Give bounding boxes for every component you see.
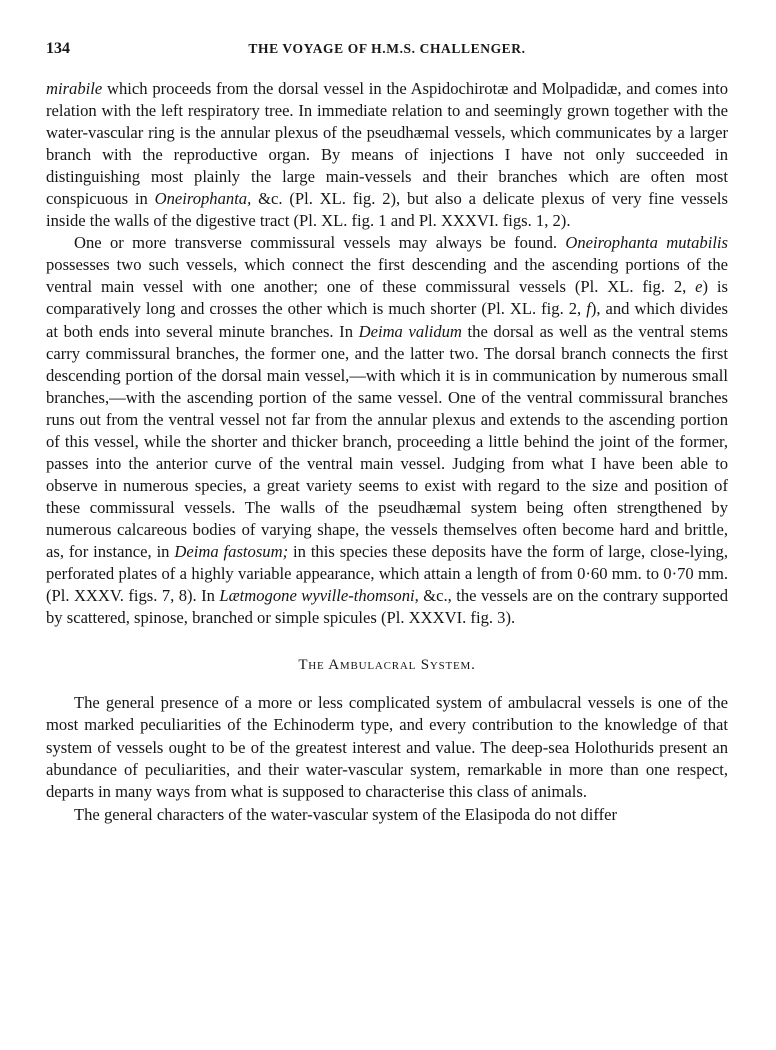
italic-term: e (695, 277, 703, 297)
section-heading: The Ambulacral System. (298, 657, 476, 674)
italic-term: Deima validum (358, 321, 462, 341)
paragraph-ambulacral-intro: The general presence of a more or less complicated system of ambulacral vessels is one of the most marked peculiarities of the Echinoderm type, and every contribution to the knowledge of that system of vessels ought to be of the greatest interest and value. The deep-sea Holothurids present an abundance of peculiarities, and their water-vascular system, remarkable in more than one respect, departs in many ways from what is supposed to characterise this class of animals. (46, 693, 728, 802)
ambulacral-section-body (46, 692, 728, 826)
text-run: the dorsal as well as the ventral stems carry commissural branches, the former one, and the latter two. The dorsal branch connects the first descending portion of the dorsal main vessel,—with which it is in communication by numerous small branches,—with the ascending portion of the same vessel. One of the ventral commissural branches runs out from the ventral vessel not far from the annular plexus and extends to the ascending portion of this vessel, while the shorter and thicker branch, proceeding a little behind the joint of the former, passes into the anterior curve of the ventral main vessel. Judging from what I have been able to observe in numerous species, a great variety seems to exist with regard to the size and position of these commissural vessels. The walls of the pseudhæmal system being often strengthened by numerous calcareous bodies of varying shape, the vessels themselves often become hard and brittle, as, for instance, in (46, 321, 728, 561)
text-run: One or more transverse commissural vessels may always be found. (74, 233, 566, 253)
text-run: ), and which divides at both ends into several minute branches. In (46, 299, 728, 341)
italic-term: f (586, 299, 591, 319)
italic-term: mirabile (46, 79, 103, 98)
paragraph-commissural-vessels (46, 232, 728, 629)
text-run: possesses two such vessels, which connect the first descending and the ascending portions of the ventral main vessel with one another; one of these commissural vessels (Pl. XL. fig. 2, (46, 255, 728, 297)
italic-term: Oneirophanta, (154, 189, 252, 209)
text-run: &c. (Pl. XL. fig. 2), but also a delicate plexus of very fine vessels inside the walls of the digestive tract (Pl. XL. fig. 1 and Pl. XXXVI. figs. 1, 2). (46, 189, 728, 231)
italic-term: Lætmogone wyville-thomsoni, (219, 586, 419, 606)
document-page (46, 40, 728, 826)
page-number: 134 (46, 40, 70, 57)
running-title: THE VOYAGE OF H.M.S. CHALLENGER. (248, 41, 526, 56)
paragraph-continued (46, 78, 728, 232)
text-run: ) is comparatively long and crosses the other which is much shorter (Pl. XL. fig. 2, (46, 277, 728, 319)
italic-term: Oneirophanta mutabilis (565, 233, 728, 253)
text-run: &c., the vessels are on the contrary supported by scattered, spinose, branched or simple spicules (Pl. XXXVI. fig. 3). (46, 586, 729, 628)
paragraph-general-characters: The general characters of the water-vascular system of the Elasipoda do not differ (74, 804, 618, 824)
page-header (46, 40, 728, 68)
text-run: in this species these deposits have the form of large, close-lying, perforated plates of a highly variable appearance, which attain a length of from 0·60 mm. to 0·70 mm. (Pl. XXXV. figs. 7, 8). In (46, 541, 728, 606)
text-run: which proceeds from the dorsal vessel in the Aspidochirotæ and Molpadidæ, and comes into relation with the left respiratory tree. In immediate relation to and seemingly grown together with the water-vascular ring is the annular plexus of the pseudhæmal vessels, which communicates by a larger branch with the reproductive organ. By means of injections I have not only succeeded in distinguishing most plainly the large main-vessels and their branches which are often most conspicuous in (46, 79, 728, 209)
italic-term: Deima fastosum; (174, 541, 289, 561)
